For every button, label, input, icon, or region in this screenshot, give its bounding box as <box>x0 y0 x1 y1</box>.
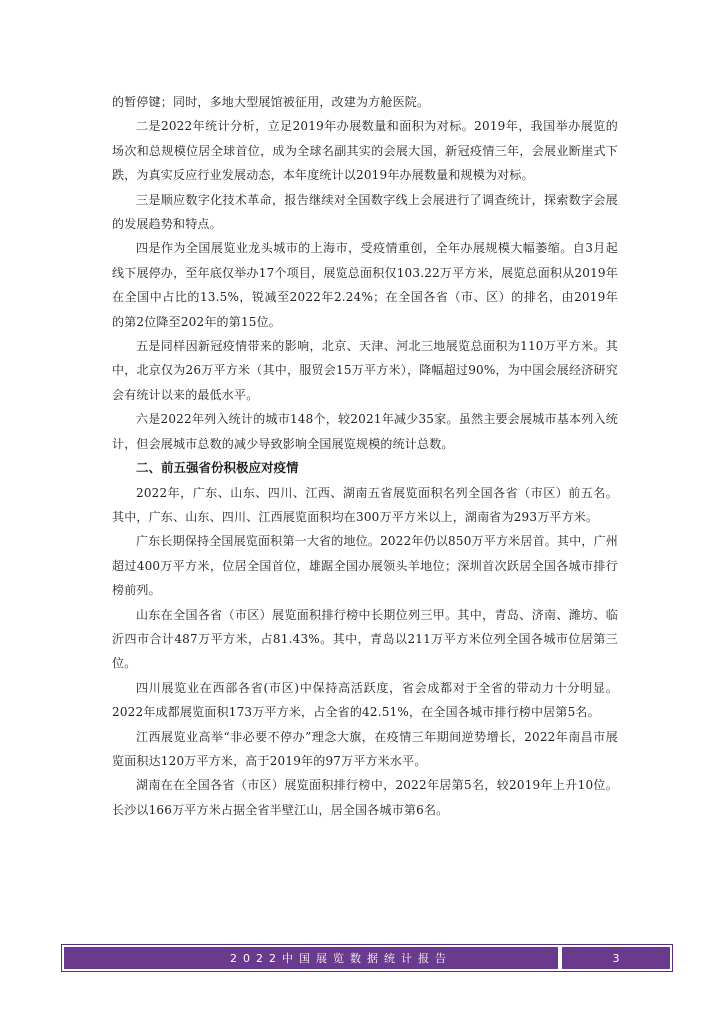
paragraph-point-four: 四是作为全国展览业龙头城市的上海市，受疫情重创，全年办展规模大幅萎缩。自3月起线下展停办，至年底仅举办17个项目，展览总面积仅103.22万平方米，展览总面积从2019年在全国中占比的13.5%，锐减至2022年2.24%；在全国各省（市、区）的排名，由2019年的第2位降至202年的第15位。 <box>112 241 618 329</box>
page-body <box>112 90 618 822</box>
paragraph-shandong: 山东在全国各省（市区）展览面积排行榜中长期位列三甲。其中，青岛、济南、潍坊、临沂四市合计487万平方米，占81.43%。其中，青岛以211万平方米位列全国各城市位居第三位。 <box>112 607 618 671</box>
paragraph-top-five-summary: 2022年，广东、山东、四川、江西、湖南五省展览面积名列全国各省（市区）前五名。其中，广东、山东、四川、江西展览面积均在300万平方米以上，湖南省为293万平方米。 <box>112 485 618 524</box>
footer-report-title: 2022中国展览数据统计报告 <box>64 947 558 969</box>
paragraph-jiangxi: 江西展览业高举“非必要不停办”理念大旗，在疫情三年期间逆势增长，2022年南昌市展览面积达120万平方米，高于2019年的97万平方米水平。 <box>112 729 618 768</box>
paragraph-sichuan: 四川展览业在西部各省(市区)中保持高活跃度，省会成都对于全省的带动力十分明显。2022年成都展览面积173万平方米，占全省的42.51%，在全国各城市排行榜中居第5名。 <box>112 680 618 720</box>
footer-page-number: 3 <box>562 947 670 969</box>
paragraph-point-five: 五是同样因新冠疫情带来的影响，北京、天津、河北三地展览总面积为110万平方米。其中，北京仅为26万平方米（其中，服贸会15万平方米），降幅超过90%，为中国会展经济研究会有统计以来的最低水平。 <box>112 339 618 402</box>
paragraph-point-six: 六是2022年列入统计的城市148个，较2021年减少35家。虽然主要会展城市基本列入统计，但会展城市总数的减少导致影响全国展览规模的统计总数。 <box>112 412 618 451</box>
page-footer <box>61 944 673 972</box>
paragraph-point-three: 三是顺应数字化技术革命，报告继续对全国数字线上会展进行了调查统计，探索数字会展的发展趋势和特点。 <box>112 192 618 232</box>
paragraph-point-two: 二是2022年统计分析，立足2019年办展数量和面积为对标。2019年，我国举办展览的场次和总规模位居全球首位，成为全球名副其实的会展大国，新冠疫情三年，会展业断崖式下跌，为真实反应行业发展动态，本年度统计以2019年办展数量和规模为对标。 <box>112 119 618 183</box>
paragraph-continuation: 的暂停键；同时，多地大型展馆被征用，改建为方舱医院。 <box>112 95 430 109</box>
section-heading: 二、前五强省份积极应对疫情 <box>136 460 299 476</box>
paragraph-guangdong: 广东长期保持全国展览面积第一大省的地位。2022年仍以850万平方米居首。其中，广州超过400万平方米，位居全国首位，雄踞全国办展领头羊地位；深圳首次跃居全国各城市排行榜前列。 <box>112 534 618 598</box>
paragraph-hunan: 湖南在在全国各省（市区）展览面积排行榜中，2022年居第5名，较2019年上升10位。长沙以166万平方米占据全省半壁江山，居全国各城市第6名。 <box>112 778 618 817</box>
